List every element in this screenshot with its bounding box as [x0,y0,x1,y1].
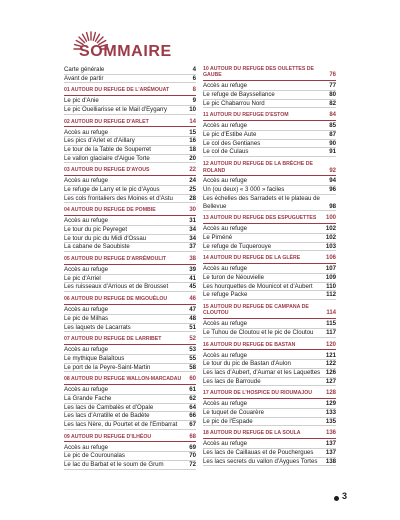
section-title: 18 AUTOUR DU REFUGE DE LA SOULA [203,430,301,437]
section-page: 76 [329,72,336,79]
section-title: 08 AUTOUR DU REFUGE WALLON-MARCADAU [64,376,182,383]
entry-title: Le Tuhou de Cloutou et le pic de Cloutou [203,329,314,337]
entry-title: Accès au refuge [64,386,109,394]
entry-title: Le tour du pic Peyreget [64,226,128,234]
toc-section [64,87,196,114]
section-page: 22 [189,167,196,174]
entry-page: 121 [325,351,336,359]
entry-page: 55 [189,354,196,362]
page-title: SOMMAIRE [79,43,172,60]
section-page: 68 [189,433,196,440]
entry-title: Le pic d'Anie [64,97,99,105]
entry-title: Les lacs de Caillauas et de Pouchergues [203,449,314,457]
toc-column-left [64,66,196,474]
entry-title: Accès au refuge [203,177,248,185]
section-heading[interactable] [64,207,196,215]
page-header [56,18,206,66]
entry-page: 90 [329,139,336,147]
toc-section [64,119,196,164]
entry-page: 129 [325,400,336,408]
entry-page: 138 [325,457,336,465]
entry-title: Le tour du pic de Bastan d'Aulon [203,360,291,368]
toc-entry[interactable] [203,122,336,131]
toc-entry[interactable] [64,386,196,395]
section-title: 05 AUTOUR DU REFUGE D'ARRÉMOULIT [64,256,167,263]
entry-title: Les hourquettes de Mounicot et d'Aubert [203,282,313,290]
toc-entry[interactable] [64,177,196,186]
entry-page: 62 [189,394,196,402]
entry-title: Accès au refuge [203,122,248,130]
page-bullet [334,496,339,501]
entry-page: 77 [329,82,336,90]
entry-page: 102 [325,225,336,233]
section-heading[interactable] [203,215,336,223]
entry-page: 126 [325,369,336,377]
section-page: 128 [325,390,336,397]
entry-title: Le pic Chabarrou Nord [203,99,265,107]
section-heading[interactable] [203,304,336,319]
section-page: 8 [192,87,196,94]
section-heading[interactable] [203,390,336,398]
toc-entry[interactable] [64,444,196,453]
section-page: 92 [329,167,336,174]
entry-title: Accès au refuge [64,346,109,354]
toc-entry[interactable] [203,449,336,458]
toc-entry[interactable] [64,235,196,244]
section-title: 02 AUTOUR DU REFUGE D'ARLET [64,118,149,125]
section-title: 03 AUTOUR DU REFUGE D'AYOUS [64,167,150,174]
entry-page: 39 [189,266,196,274]
entry-title: Le Piméné [203,233,233,241]
section-heading[interactable] [64,119,196,127]
entry-page: 45 [189,283,196,291]
entry-page: 4 [192,66,196,73]
entry-page: 69 [189,443,196,451]
toc-section [203,255,336,300]
toc-entry[interactable] [203,440,336,449]
entry-page: 34 [189,226,196,234]
toc-entry[interactable] [203,177,336,186]
section-heading[interactable] [64,376,196,384]
entry-page: 72 [189,460,196,468]
section-page: 136 [325,430,336,437]
entry-page: 25 [189,186,196,194]
entry-title: Accès au refuge [203,225,248,233]
toc-entry[interactable] [64,226,196,235]
section-heading[interactable] [64,336,196,344]
entry-page: 122 [325,360,336,368]
entry-title: Accès au refuge [203,351,248,359]
toc-entry[interactable] [203,82,336,91]
section-title: 09 AUTOUR DU REFUGE D'ILHÉOU [64,433,152,440]
section-heading[interactable] [64,87,196,95]
toc-entry[interactable] [64,283,196,292]
entry-title: Accès au refuge [203,400,248,408]
entry-title: Les pics d'Arlet et d'Aillary [64,137,135,145]
section-page: 106 [325,255,336,262]
section-page: 14 [189,118,196,125]
entry-title: Accès au refuge [64,306,109,314]
toc-entry[interactable] [64,461,196,470]
entry-page: 16 [189,137,196,145]
entry-title: Accès au refuge [203,440,248,448]
section-title: 13 AUTOUR DU REFUGE DES ESPUGUETTES [203,215,317,222]
sunburst-ray [93,33,95,41]
section-title: 06 AUTOUR DU REFUGE DE MIGOUÉLOU [64,296,168,303]
entry-title: Le pic d'Estibe Aute [203,131,257,139]
toc-section [64,207,196,252]
toc-section [64,256,196,292]
entry-page: 31 [189,217,196,225]
entry-page: 6 [192,74,196,82]
entry-page: 64 [189,403,196,411]
entry-title: Le vallon glaciaire d'Aigue Torte [64,154,150,162]
section-page: 52 [189,336,196,343]
entry-title: Accès au refuge [64,177,109,185]
entry-page: 61 [189,386,196,394]
toc-section [64,167,196,203]
entry-page: 127 [325,377,336,385]
section-page: 60 [189,376,196,383]
toc-entry[interactable] [203,274,336,283]
entry-page: 48 [189,314,196,322]
entry-page: 15 [189,128,196,136]
toc-section [203,430,336,466]
section-heading[interactable] [203,430,336,438]
section-title: 17 AUTOUR DE L'HOSPICE DU RIOUMAJOU [203,390,313,397]
section-heading[interactable] [203,66,336,81]
section-title: 16 AUTOUR DU REFUGE DE BASTAN [203,341,296,348]
entry-page: 41 [189,274,196,282]
entry-page: 133 [325,409,336,417]
toc-entry[interactable] [64,66,196,75]
section-page: 46 [189,296,196,303]
toc-entry[interactable] [64,452,196,461]
toc-entry[interactable] [203,148,336,157]
toc-section [203,215,336,251]
toc-section [64,336,196,372]
entry-title: Avant de partir [64,74,104,82]
entry-title: Le pic d'Arriel [64,274,101,282]
toc-entry[interactable] [64,195,196,204]
entry-title: Le refuge de Tuquerouye [203,242,272,250]
toc-intro [64,66,196,83]
entry-title: Accès au refuge [64,266,109,274]
toc-entry[interactable] [203,418,336,427]
entry-page: 110 [326,282,336,290]
entry-page: 66 [189,412,196,420]
entry-title: Accès au refuge [203,320,248,328]
section-heading[interactable] [64,167,196,175]
section-title: 11 AUTOUR DU REFUGE D'ESTOM [203,112,289,119]
toc-entry[interactable] [64,155,196,164]
entry-title: Le tour de la Table de Souperret [64,146,151,154]
entry-title: Les cols frontaliers des Moines et d'Astu [64,194,173,202]
toc-entry[interactable] [203,91,336,100]
toc-entry[interactable] [203,458,336,467]
toc-section [64,434,196,470]
entry-title: Accès au refuge [64,443,109,451]
entry-title: Le tuquet de Couarère [203,409,264,417]
entry-title: Le pic de Courounalas [64,452,125,460]
page-number: 3 [342,491,348,501]
entry-title: Le port de la Peyre-Saint-Martin [64,363,151,371]
section-page: 84 [329,112,336,119]
entry-page: 102 [325,233,336,241]
entry-page: 67 [189,420,196,428]
toc-entry[interactable] [64,355,196,364]
section-page: 38 [189,256,196,263]
toc-entry[interactable] [203,234,336,243]
toc-entry[interactable] [203,352,336,361]
entry-page: 82 [329,99,336,107]
toc-entry[interactable] [203,195,336,211]
sunburst-ray [87,33,89,41]
toc-entry[interactable] [203,378,336,387]
toc-entry[interactable] [64,324,196,333]
toc-entry[interactable] [203,400,336,409]
section-title: 07 AUTOUR DU REFUGE DE LARRIBET [64,336,162,343]
section-heading[interactable] [203,255,336,263]
entry-page: 109 [325,273,336,281]
entry-page: 91 [329,148,336,156]
toc-entry[interactable] [203,243,336,252]
entry-title: Le pic de l'Espade [203,417,253,425]
section-title: 14 AUTOUR DU REFUGE DE LA GLÈRE [203,255,301,262]
toc-entry[interactable] [64,217,196,226]
toc-entry[interactable] [64,412,196,421]
entry-title: Le col des Gentianes [203,139,261,147]
section-heading[interactable] [64,256,196,264]
entry-title: Les lacs de Barroude [203,377,261,385]
section-title: 15 AUTOUR DU REFUGE DE CAMPANA DE CLOUTOU [203,304,309,317]
section-title: 01 AUTOUR DU REFUGE DE L'ARÉMOUAT [64,87,170,94]
entry-title: Le tour du pic du Midi d'Ossau [64,234,147,242]
toc-entry[interactable] [64,137,196,146]
toc-sections-right [203,66,336,466]
entry-title: Les ruisseaux d'Arrious et de Brousset [64,283,169,291]
toc-entry[interactable] [64,346,196,355]
entry-page: 80 [329,91,336,99]
toc-section [203,161,336,211]
entry-page: 96 [329,186,336,194]
section-heading[interactable] [203,342,336,350]
toc-entry[interactable] [64,97,196,106]
toc-column-right [203,66,336,470]
toc-entry[interactable] [64,266,196,275]
toc-entry[interactable] [203,283,336,292]
toc-entry[interactable] [203,369,336,378]
section-heading[interactable] [64,434,196,442]
entry-title: La cabane de Saoubiste [64,243,130,251]
entry-title: Accès au refuge [203,265,248,273]
toc-sections-left [64,87,196,469]
toc-entry[interactable] [64,421,196,430]
section-heading[interactable] [64,296,196,304]
toc-entry[interactable] [203,360,336,369]
entry-title: La Grande Fache [64,394,112,402]
toc-section [203,390,336,426]
toc-entry[interactable] [203,409,336,418]
entry-title: Accès au refuge [64,128,109,136]
toc-section [203,342,336,387]
toc-entry[interactable] [64,186,196,195]
entry-page: 137 [325,449,336,457]
entry-page: 87 [329,131,336,139]
entry-page: 47 [189,306,196,314]
entry-page: 20 [189,154,196,162]
section-heading[interactable] [203,161,336,176]
entry-title: Le refuge Packe [203,291,248,299]
entry-page: 51 [189,323,196,331]
entry-title: Le pic Ouelliarisse et le Mail d'Eygarry [64,106,168,114]
toc-entry[interactable] [64,315,196,324]
toc-entry[interactable] [64,395,196,404]
entry-page: 18 [189,146,196,154]
toc-section [64,376,196,429]
toc-entry[interactable] [64,364,196,373]
toc-section [64,296,196,332]
entry-page: 135 [325,417,336,425]
toc-section [203,112,336,157]
entry-title: Les lacs secrets du vallon d'Aygues Tortes [203,457,318,465]
toc-entry[interactable] [203,131,336,140]
entry-title: Accès au refuge [203,82,248,90]
toc-entry[interactable] [203,100,336,109]
entry-title: Le pic de Milhas [64,314,109,322]
toc-entry[interactable] [203,140,336,149]
toc-entry[interactable] [64,75,196,84]
entry-title: Les lacs d'Aubert, d'Aumar et les Laquettes [203,369,321,377]
entry-page: 58 [189,363,196,371]
toc-entry[interactable] [64,146,196,155]
entry-title: Le refuge de Larry et le pic d'Ayous [64,186,160,194]
entry-page: 24 [189,177,196,185]
section-heading[interactable] [203,112,336,120]
entry-page: 9 [192,97,196,105]
toc-entry[interactable] [64,129,196,138]
entry-page: 37 [189,243,196,251]
section-page: 30 [189,207,196,214]
entry-page: 10 [189,106,196,114]
entry-title: Le col de Culaus [203,148,249,156]
entry-page: 85 [329,122,336,130]
toc-section [203,66,336,108]
entry-title: Le lac du Barbat et le soum de Grum [64,460,164,468]
entry-page: 53 [189,346,196,354]
section-title: 12 AUTOUR DU REFUGE DE LA BRÈCHE DE ROLAND [203,161,313,174]
entry-page: 103 [325,242,336,250]
section-page: 114 [326,310,336,317]
toc-entry[interactable] [203,225,336,234]
entry-page: 107 [325,265,336,273]
entry-title: Carte générale [64,66,105,73]
toc-entry[interactable] [64,404,196,413]
toc-entry[interactable] [203,186,336,195]
entry-title: Les lacs d'Arratille et de Badète [64,412,150,420]
entry-page: 112 [326,291,336,299]
section-title: 10 AUTOUR DU REFUGE DES OULETTES DE GAUBE [203,66,314,79]
entry-page: 34 [189,234,196,242]
toc-entry[interactable] [203,329,336,338]
entry-page: 70 [189,452,196,460]
toc-entry[interactable] [64,243,196,252]
entry-title: Les lacs Nère, du Pourtet et de l'Embarrat [64,420,178,428]
section-page: 120 [325,341,336,348]
entry-page: 115 [326,320,336,328]
entry-page: 137 [325,440,336,448]
entry-title: Le turon de Néouvielle [203,273,264,281]
entry-title: Le refuge de Bayssellance [203,91,275,99]
toc-entry[interactable] [203,320,336,329]
toc-entry[interactable] [64,306,196,315]
entry-page: 28 [189,194,196,202]
entry-title: Les laquets de Lacarrats [64,323,131,331]
toc-entry[interactable] [64,106,196,115]
entry-title: Les échelles des Sarradets et le plateau de Bellevue [203,194,320,210]
entry-title: Les lacs de Cambalès et d'Opale [64,403,154,411]
toc-section [203,304,336,338]
entry-title: Accès au refuge [64,217,109,225]
section-title: 04 AUTOUR DU REFUGE DE POMBIE [64,207,156,214]
entry-title: Un (ou deux) « 3 000 » faciles [203,186,285,194]
toc-entry[interactable] [203,291,336,300]
entry-page: 117 [326,329,336,337]
toc-entry[interactable] [203,265,336,274]
section-page: 100 [325,215,336,222]
entry-page: 98 [329,202,336,210]
entry-page: 94 [329,177,336,185]
toc-entry[interactable] [64,275,196,284]
entry-title: Le mythique Balaïtous [64,354,125,362]
